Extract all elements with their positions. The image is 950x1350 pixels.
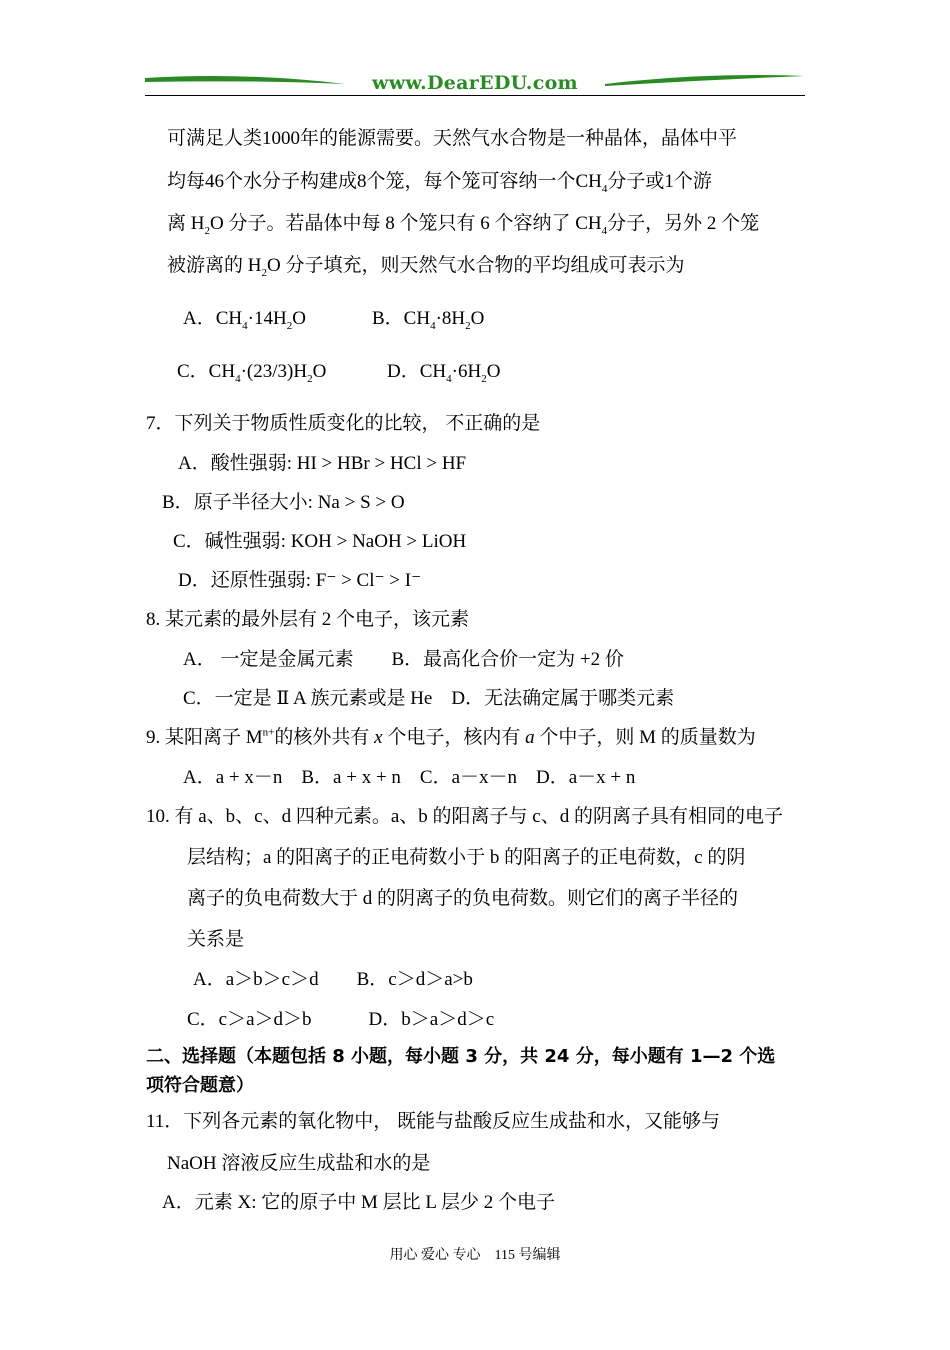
question-8: 8. 某元素的最外层有 2 个电子，该元素 <box>146 609 470 630</box>
option-c: C．$CH_4\cdot(23/3)H_2O$ <box>177 361 327 385</box>
question-9: 9. 某阳离子 $M^{n+}$的核外共有 x 个电子，核内有 a 个中子，则 M 的质量数为 <box>146 726 756 748</box>
question-7: 7．下列关于物质性质变化的比较， 不正确的是 <box>146 413 541 434</box>
section-heading: 二、选择题（本题包括 8 小题，每小题 3 分，共 24 分，每小题有 1—2 个选 <box>146 1046 776 1067</box>
header-rule <box>145 95 805 96</box>
paragraph-line: 被游离的 $H_2O$ 分子填充，则天然气水合物的平均组成可表示为 <box>167 255 685 279</box>
option-a: A．$CH_4\cdot 14H_2O$ <box>183 308 306 332</box>
page-footer: 用心 爱心 专心 115 号编辑 <box>389 1248 561 1263</box>
question-9-options: A．a + x－n B．a + x + n C．a－x－n D．a－x + n <box>183 767 636 788</box>
paragraph-line: 离子的负电荷数大于 d 的阴离子的负电荷数。则它们的离子半径的 <box>187 888 739 909</box>
options-ab: A．a＞b＞c＞d B．c＞d＞a>b <box>193 969 473 990</box>
paragraph-line: 离 $H_2O$ 分子。若晶体中每 8 个笼只有 6 个容纳了 $CH_4$分子，另外 2 个笼 <box>167 213 760 237</box>
paragraph-line: 均每46个水分子构建成8个笼，每个笼可容纳一个$CH_4$分子或1个游 <box>167 171 712 195</box>
site-name: www.DearEDU.com <box>372 72 578 94</box>
option-d: D．$CH_4\cdot 6H_2O$ <box>387 361 501 385</box>
option-b: B．原子半径大小: Na > S > O <box>162 492 405 513</box>
options-cd: C．c＞a＞d＞b D．b＞a＞d＞c <box>187 1009 495 1030</box>
paragraph-line: 可满足人类1000年的能源需要。天然气水合物是一种晶体，晶体中平 <box>167 128 738 149</box>
option-a: A．酸性强弱: HI > HBr > HCl > HF <box>178 453 467 474</box>
paragraph-line: 关系是 <box>187 929 245 950</box>
section-heading: 项符合题意） <box>146 1075 254 1096</box>
question-10: 10. 有 a、b、c、d 四种元素。a、b 的阳离子与 c、d 的阴离子具有相同的电子 <box>146 806 783 827</box>
option-c: C．碱性强弱: KOH > NaOH > LiOH <box>173 531 467 552</box>
option-b: B．$CH_4\cdot 8H_2O$ <box>372 308 485 332</box>
question-11: 11．下列各元素的氧化物中， 既能与盐酸反应生成盐和水，又能够与 <box>146 1111 721 1132</box>
option-a: A．元素 X: 它的原子中 M 层比 L 层少 2 个电子 <box>162 1192 556 1213</box>
option-d: D．还原性强弱: F⁻ > Cl⁻ > I⁻ <box>178 570 422 591</box>
options-cd: C．一定是 Ⅱ A 族元素或是 He D．无法确定属于哪类元素 <box>183 688 675 709</box>
paragraph-line: NaOH 溶液反应生成盐和水的是 <box>167 1153 431 1174</box>
paragraph-line: 层结构；a 的阳离子的正电荷数小于 b 的阳离子的正电荷数，c 的阴 <box>187 847 746 868</box>
options-ab: A． 一定是金属元素 B．最高化合价一定为 +2 价 <box>183 649 624 670</box>
